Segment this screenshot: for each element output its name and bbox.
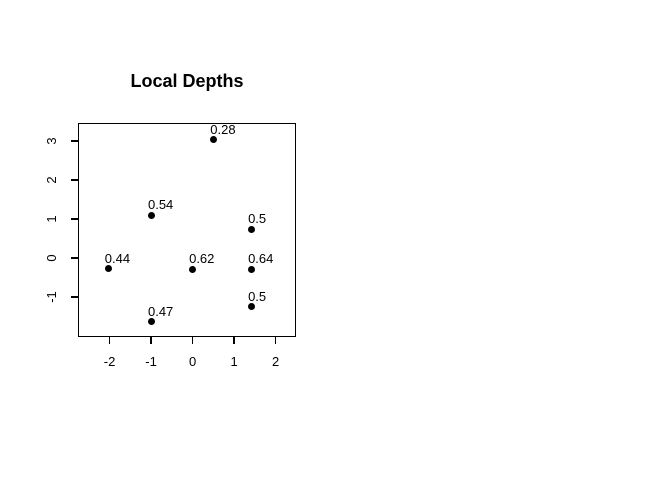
point-label: 0.44 — [104, 250, 131, 266]
y-axis-tick — [71, 140, 78, 142]
point-label: 0.47 — [147, 303, 174, 319]
y-axis-tick-label: 0 — [44, 254, 59, 262]
y-axis-tick — [71, 179, 78, 181]
point-label: 0.5 — [248, 211, 267, 227]
x-axis-tick — [233, 337, 235, 344]
point-label: 0.64 — [248, 251, 274, 267]
point-label: 0.28 — [210, 121, 236, 137]
y-axis-tick — [71, 296, 78, 298]
y-axis-tick-label: -1 — [44, 291, 59, 303]
y-axis-tick-label: 2 — [44, 176, 59, 184]
y-axis-tick-label: 3 — [44, 137, 59, 145]
x-axis-tick — [150, 337, 152, 344]
x-axis-tick-label: 2 — [272, 354, 280, 369]
y-axis-tick-label: 1 — [44, 215, 59, 223]
point-label: 0.54 — [147, 197, 174, 213]
y-axis-tick — [71, 257, 78, 259]
plot-area-border — [78, 123, 296, 337]
x-axis-tick-label: 1 — [230, 354, 238, 369]
x-axis-tick-label: -1 — [145, 354, 157, 369]
x-axis-tick — [109, 337, 111, 344]
y-axis-tick — [71, 218, 78, 220]
x-axis-tick-label: -2 — [103, 354, 116, 369]
data-point — [148, 212, 155, 219]
x-axis-tick — [275, 337, 277, 344]
chart-title: Local Depths — [130, 71, 244, 91]
point-label: 0.62 — [189, 251, 215, 267]
point-label: 0.5 — [248, 288, 267, 304]
x-axis-tick — [192, 337, 194, 344]
x-axis-tick-label: 0 — [188, 354, 197, 369]
data-point — [248, 266, 255, 273]
data-point — [189, 266, 196, 273]
data-point — [248, 226, 255, 233]
